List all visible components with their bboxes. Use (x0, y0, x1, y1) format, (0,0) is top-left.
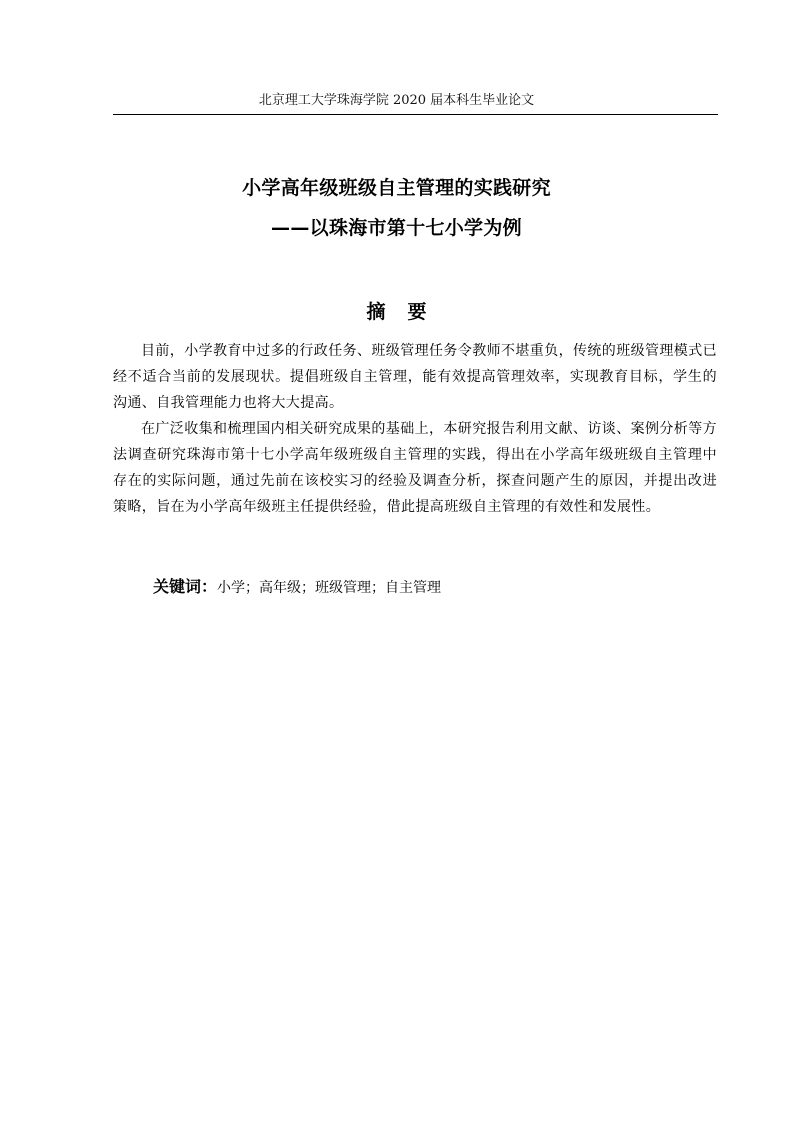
keywords-line (153, 574, 713, 601)
keywords-value: 小学；高年级；班级管理；自主管理 (217, 580, 442, 596)
running-header: 北京理工大学珠海学院 2020 届本科生毕业论文 (258, 93, 535, 108)
abstract-body (113, 338, 717, 520)
keywords-label: 关键词： (153, 577, 218, 596)
title-block (0, 176, 793, 240)
thesis-subtitle: ——以珠海市第十七小学为例 (271, 217, 522, 239)
abstract-paragraph-1: 目前，小学教育中过多的行政任务、班级管理任务令教师不堪重负，传统的班级管理模式已经不适合当前的发展现状。提倡班级自主管理，能有效提高管理效率，实现教育目标，学生的沟通、自我管理能力也将大大提高。 (113, 343, 717, 411)
thesis-title: 小学高年级班级自主管理的实践研究 (242, 177, 551, 199)
header-divider (113, 114, 718, 115)
abstract-paragraph-2: 在广泛收集和梳理国内相关研究成果的基础上，本研究报告利用文献、访谈、案例分析等方法调查研究珠海市第十七小学高年级班级自主管理的实践，得出在小学高年级班级自主管理中存在的实际问题，通过先前在该校实习的经验及调查分析，探查问题产生的原因，并提出改进策略，旨在为小学高年级班主任提供经验，借此提高班级自主管理的有效性和发展性。 (113, 421, 717, 515)
abstract-heading: 摘要 (366, 301, 449, 323)
